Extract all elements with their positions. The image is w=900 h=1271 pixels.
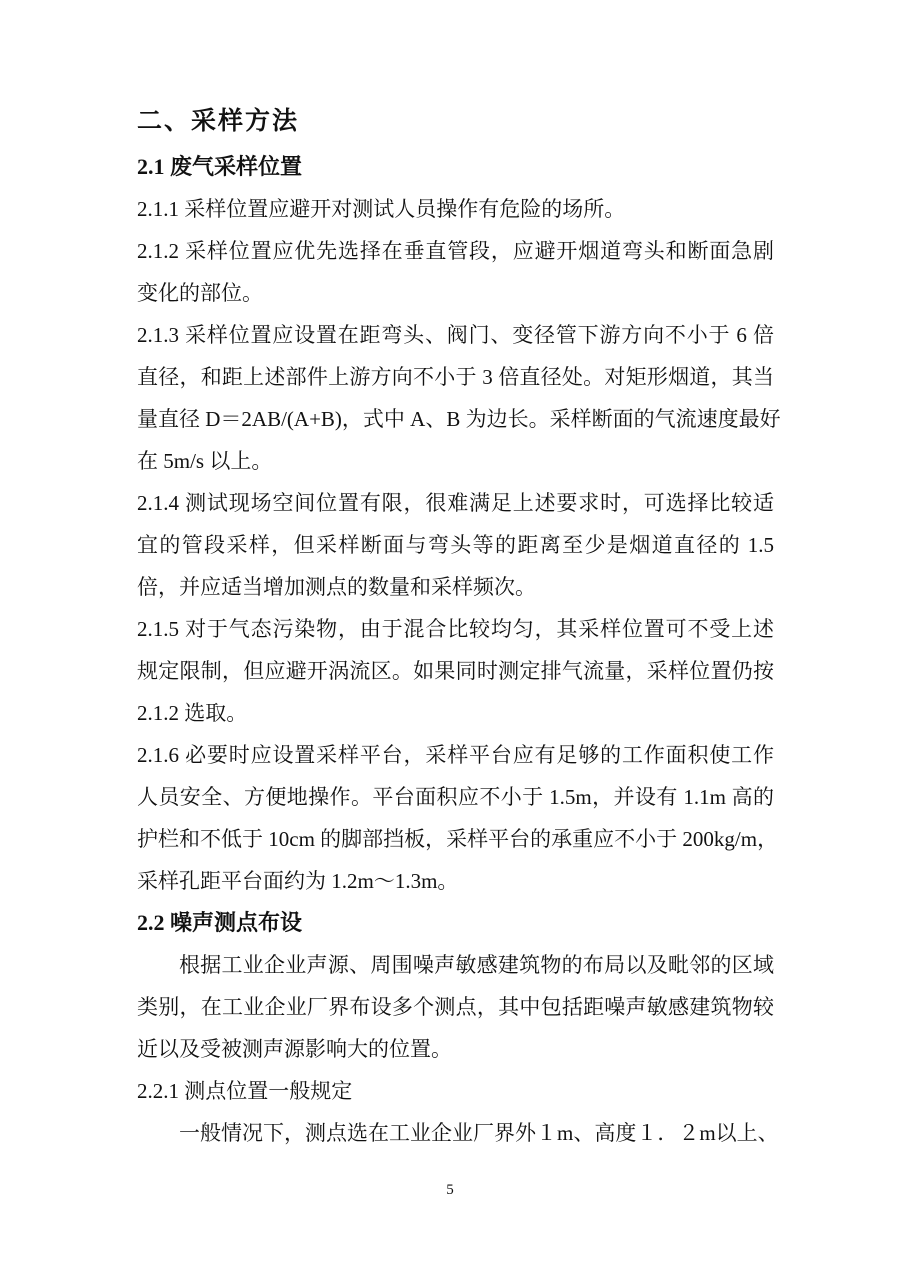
paragraph-line: 人员安全、方便地操作。平台面积应不小于 1.5m，并设有 1.1m 高的 [137, 785, 774, 809]
paragraph-line: 2.1.4 测试现场空间位置有限，很难满足上述要求时，可选择比较适 [137, 491, 774, 515]
paragraph-line: 2.1.3 采样位置应设置在距弯头、阀门、变径管下游方向不小于 6 倍 [137, 323, 774, 347]
paragraph-line: 倍，并应适当增加测点的数量和采样频次。 [137, 575, 536, 599]
paragraph-line: 直径，和距上述部件上游方向不小于 3 倍直径处。对矩形烟道，其当 [137, 365, 774, 389]
paragraph-line: 量直径 D＝2AB/(A+B)，式中 A、B 为边长。采样断面的气流速度最好 [137, 407, 781, 431]
paragraph-line: 一般情况下，测点选在工业企业厂界外１m、高度１．２m以上、 [179, 1121, 779, 1145]
paragraph-line: 2.1.5 对于气态污染物，由于混合比较均匀，其采样位置可不受上述 [137, 617, 774, 641]
paragraph-line: 2.1.2 选取。 [137, 701, 248, 725]
paragraph-line: 宜的管段采样，但采样断面与弯头等的距离至少是烟道直径的 1.5 [137, 533, 774, 557]
paragraph-line: 类别，在工业企业厂界布设多个测点，其中包括距噪声敏感建筑物较 [137, 995, 774, 1019]
paragraph-line: 近以及受被测声源影响大的位置。 [137, 1037, 452, 1061]
sub-heading-2-2-1: 2.2.1 测点位置一般规定 [137, 1079, 353, 1103]
paragraph-line: 根据工业企业声源、周围噪声敏感建筑物的布局以及毗邻的区域 [179, 953, 774, 977]
document-body [137, 98, 781, 1154]
paragraph-line: 2.1.2 采样位置应优先选择在垂直管段，应避开烟道弯头和断面急剧 [137, 239, 774, 263]
paragraph-line: 变化的部位。 [137, 281, 263, 305]
section-heading-2-2: 2.2 噪声测点布设 [137, 910, 303, 935]
paragraph-line: 护栏和不低于 10cm 的脚部挡板，采样平台的承重应不小于 200kg/m， [137, 827, 779, 851]
paragraph-line: 2.1.6 必要时应设置采样平台，采样平台应有足够的工作面积使工作 [137, 743, 774, 767]
paragraph-line: 在 5m/s 以上。 [137, 449, 273, 473]
paragraph-line: 2.1.1 采样位置应避开对测试人员操作有危险的场所。 [137, 197, 626, 221]
page-number: 5 [446, 1182, 454, 1198]
section-heading-2-1: 2.1 废气采样位置 [137, 154, 303, 179]
paragraph-line: 规定限制，但应避开涡流区。如果同时测定排气流量，采样位置仍按 [137, 659, 774, 683]
main-heading: 二、采样方法 [137, 108, 300, 135]
paragraph-line: 采样孔距平台面约为 1.2m～1.3m。 [137, 869, 459, 893]
